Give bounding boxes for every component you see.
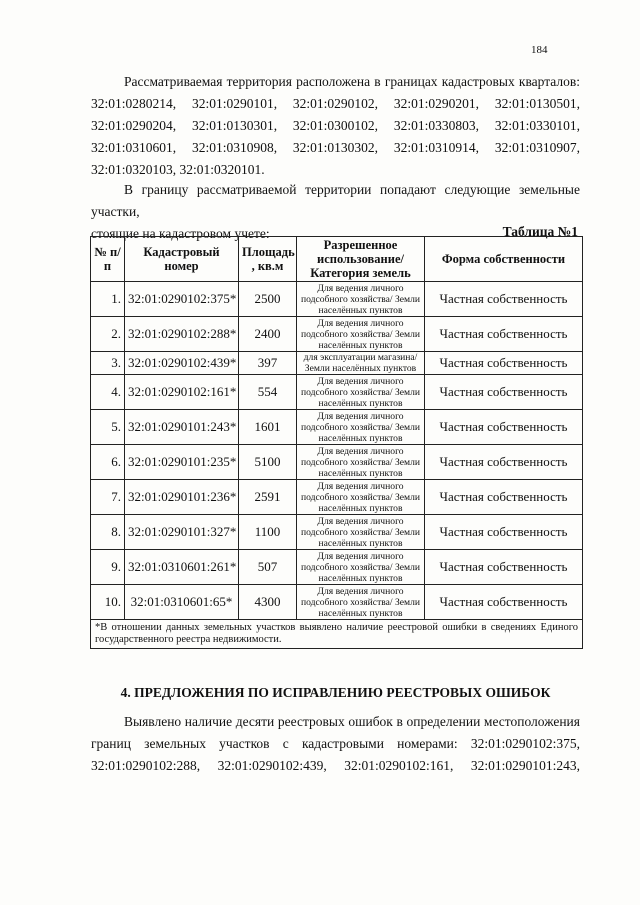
- cell-cadastral: 32:01:0290101:243*: [125, 410, 239, 445]
- word: 32:01:0290102:375,: [470, 736, 580, 751]
- cell-use: Для ведения личного подсобного хозяйства/ Земли населённых пунктов: [297, 515, 425, 550]
- table-header-row: [91, 237, 583, 282]
- section-heading: 4. ПРЕДЛОЖЕНИЯ ПО ИСПРАВЛЕНИЮ РЕЕСТРОВЫХ ОШИБОК: [120, 685, 551, 700]
- cell-ownership: Частная собственность: [425, 480, 583, 515]
- cell-num: 3.: [91, 352, 125, 375]
- cell-area: 2400: [239, 317, 297, 352]
- word: 32:01:0290102:161,: [344, 758, 454, 773]
- quarter-code: 32:01:0330803,: [393, 118, 479, 133]
- cell-use: Для ведения личного подсобного хозяйства/ Земли населённых пунктов: [297, 480, 425, 515]
- cell-ownership: Частная собственность: [425, 317, 583, 352]
- cell-area: 1100: [239, 515, 297, 550]
- quarter-code: 32:01:0280214,: [91, 96, 177, 111]
- cell-num: 10.: [91, 585, 125, 620]
- header-num: № п/п: [91, 237, 125, 282]
- word: 32:01:0290102:288,: [91, 758, 201, 773]
- word: участков: [219, 736, 270, 751]
- cell-use: Для ведения личного подсобного хозяйства/ Земли населённых пунктов: [297, 410, 425, 445]
- word: 32:01:0290101:243,: [470, 758, 580, 773]
- cell-num: 9.: [91, 550, 125, 585]
- word: земельных: [144, 736, 206, 751]
- cell-use: для эксплуатации магазина/ Земли населённых пунктов: [297, 352, 425, 375]
- cell-area: 1601: [239, 410, 297, 445]
- quarters-row: [91, 93, 580, 115]
- table-row: [91, 445, 583, 480]
- cell-cadastral: 32:01:0290102:161*: [125, 375, 239, 410]
- cell-ownership: Частная собственность: [425, 515, 583, 550]
- table-row: [91, 515, 583, 550]
- word: границ: [91, 736, 131, 751]
- quarter-code: 32:01:0310908,: [191, 140, 278, 155]
- quarters-row: [91, 137, 580, 159]
- table-row: [91, 480, 583, 515]
- quarter-code: 32:01:0310914,: [393, 140, 479, 155]
- quarter-code: 32:01:0130302,: [292, 140, 379, 155]
- cell-cadastral: 32:01:0290102:375*: [125, 282, 239, 317]
- cell-num: 8.: [91, 515, 125, 550]
- cell-cadastral: 32:01:0290101:235*: [125, 445, 239, 480]
- quarter-code: 32:01:0130301,: [191, 118, 278, 133]
- header-cadastral: Кадастровый номер: [125, 237, 239, 282]
- cell-num: 5.: [91, 410, 125, 445]
- cell-num: 2.: [91, 317, 125, 352]
- errors-line: Выявлено наличие десяти реестровых ошибок в определении местоположения: [124, 714, 580, 729]
- cell-use: Для ведения личного подсобного хозяйства/ Земли населённых пунктов: [297, 375, 425, 410]
- cell-use: Для ведения личного подсобного хозяйства/ Земли населённых пунктов: [297, 282, 425, 317]
- cell-num: 1.: [91, 282, 125, 317]
- word: 32:01:0290102:439,: [217, 758, 327, 773]
- cell-ownership: Частная собственность: [425, 410, 583, 445]
- quarter-code: 32:01:0290101,: [191, 96, 278, 111]
- table-footnote-row: [91, 620, 583, 649]
- quarter-code: 32:01:0310907,: [494, 140, 580, 155]
- word: с: [282, 736, 289, 751]
- cell-area: 507: [239, 550, 297, 585]
- table-row: [91, 375, 583, 410]
- table-row: [91, 410, 583, 445]
- page-number: 184: [531, 44, 548, 56]
- quarter-code: 32:01:0290204,: [91, 118, 177, 133]
- word: номерами:: [397, 736, 458, 751]
- cell-area: 4300: [239, 585, 297, 620]
- errors-line: [91, 733, 580, 755]
- cell-use: Для ведения личного подсобного хозяйства/ Земли населённых пунктов: [297, 550, 425, 585]
- table-caption: Таблица №1: [502, 224, 578, 239]
- header-ownership: Форма собственности: [425, 237, 583, 282]
- quarters-row: [91, 115, 580, 137]
- table-row: [91, 352, 583, 375]
- cell-ownership: Частная собственность: [425, 445, 583, 480]
- cell-cadastral: 32:01:0310601:261*: [125, 550, 239, 585]
- table-row: [91, 282, 583, 317]
- cell-ownership: Частная собственность: [425, 585, 583, 620]
- quarter-code: 32:01:0300102,: [292, 118, 379, 133]
- cell-ownership: Частная собственность: [425, 375, 583, 410]
- cell-num: 6.: [91, 445, 125, 480]
- parcels-table: [90, 236, 583, 649]
- table-row: [91, 585, 583, 620]
- cell-num: 7.: [91, 480, 125, 515]
- quarters-paragraph: [91, 71, 580, 181]
- table-row: [91, 550, 583, 585]
- header-use: Разрешенное использование/ Категория земель: [297, 237, 425, 282]
- cell-ownership: Частная собственность: [425, 550, 583, 585]
- cell-num: 4.: [91, 375, 125, 410]
- cell-area: 2591: [239, 480, 297, 515]
- cell-area: 5100: [239, 445, 297, 480]
- cell-area: 2500: [239, 282, 297, 317]
- cell-cadastral: 32:01:0310601:65*: [125, 585, 239, 620]
- errors-line: [91, 755, 580, 777]
- quarters-intro-line: Рассматриваемая территория расположена в границах кадастровых кварталов:: [124, 74, 580, 89]
- cell-cadastral: 32:01:0290102:288*: [125, 317, 239, 352]
- quarter-code: 32:01:0290201,: [393, 96, 479, 111]
- quarter-code: 32:01:0290102,: [292, 96, 379, 111]
- cell-use: Для ведения личного подсобного хозяйства/ Земли населённых пунктов: [297, 445, 425, 480]
- table-row: [91, 317, 583, 352]
- cell-cadastral: 32:01:0290101:236*: [125, 480, 239, 515]
- cell-ownership: Частная собственность: [425, 282, 583, 317]
- cell-use: Для ведения личного подсобного хозяйства/ Земли населённых пунктов: [297, 585, 425, 620]
- quarter-code: 32:01:0330101,: [494, 118, 580, 133]
- cell-area: 554: [239, 375, 297, 410]
- table-footnote: *В отношении данных земельных участков выявлено наличие реестровой ошибки в сведениях Единого государственного реестра недвижимости.: [91, 620, 583, 649]
- quarter-code: 32:01:0130501,: [494, 96, 580, 111]
- cell-cadastral: 32:01:0290101:327*: [125, 515, 239, 550]
- quarter-code: 32:01:0310601,: [91, 140, 177, 155]
- cell-ownership: Частная собственность: [425, 352, 583, 375]
- cell-use: Для ведения личного подсобного хозяйства/ Земли населённых пунктов: [297, 317, 425, 352]
- quarters-last-line: 32:01:0320103, 32:01:0320101.: [91, 162, 265, 177]
- errors-paragraph: [91, 711, 580, 777]
- boundary-line: стоящие на кадастровом учете:: [91, 226, 270, 241]
- boundary-line: В границу рассматриваемой территории попадают следующие земельные участки,: [91, 182, 580, 219]
- word: кадастровыми: [301, 736, 384, 751]
- header-area: Площадь , кв.м: [239, 237, 297, 282]
- cell-cadastral: 32:01:0290102:439*: [125, 352, 239, 375]
- cell-area: 397: [239, 352, 297, 375]
